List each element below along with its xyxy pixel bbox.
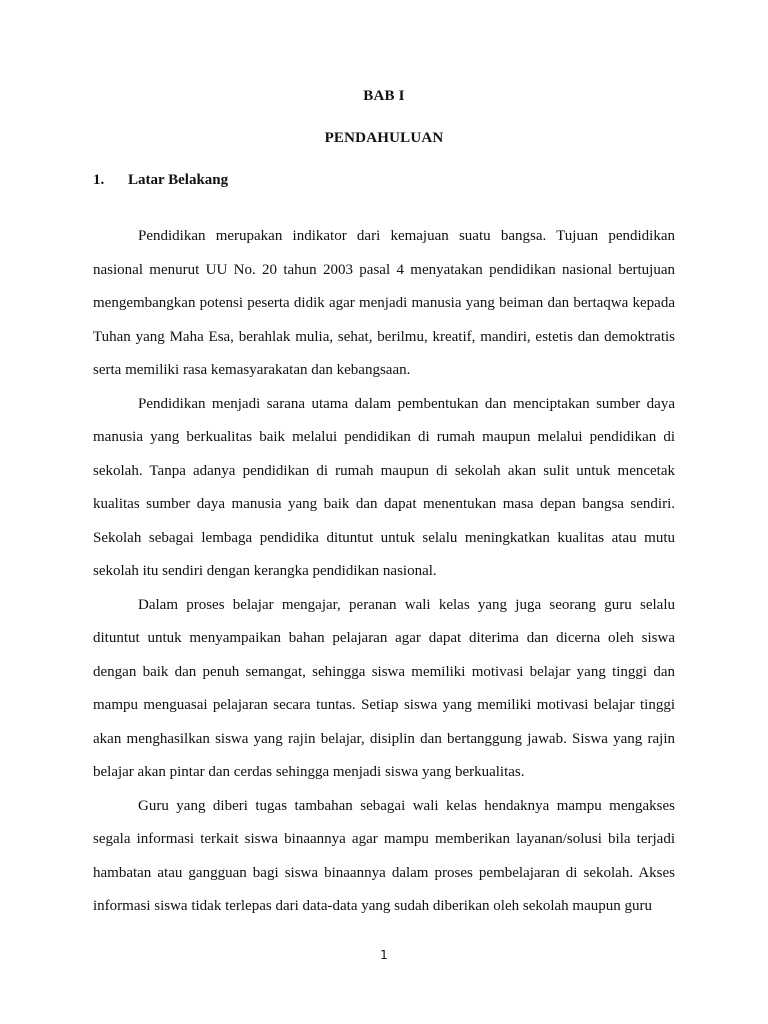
paragraph: Dalam proses belajar mengajar, peranan wali kelas yang juga seorang guru selalu dituntut untuk menyampaikan bahan pelajaran agar dapat diterima dan dicerna oleh siswa dengan baik dan penuh semangat, sehingga siswa memiliki motivasi belajar yang tinggi dan mampu menguasai pelajaran secara tuntas. Setiap siswa yang memiliki motivasi belajar tinggi akan menghasilkan siswa yang rajin belajar, disiplin dan bertanggung jawab. Siswa yang rajin belajar akan pintar dan cerdas sehingga menjadi siswa yang berkualitas. bbox=[93, 596, 675, 780]
page-number: 1 bbox=[380, 948, 388, 962]
body-text bbox=[93, 220, 675, 924]
paragraph: Guru yang diberi tugas tambahan sebagai wali kelas hendaknya mampu mengakses segala informasi terkait siswa binaannya agar mampu memberikan layanan/solusi bila terjadi hambatan atau gangguan bagi siswa binaannya dalam proses pembelajaran di sekolah. Akses informasi siswa tidak terlepas dari data-data yang sudah diberikan oleh sekolah maupun guru bbox=[93, 797, 675, 914]
section-heading bbox=[93, 172, 228, 189]
section-number: 1. bbox=[93, 172, 105, 188]
paragraph: Pendidikan menjadi sarana utama dalam pembentukan dan menciptakan sumber daya manusia yang berkualitas baik melalui pendidikan di rumah maupun melalui pendidikan di sekolah. Tanpa adanya pendidikan di rumah maupun di sekolah akan sulit untuk mencetak kualitas sumber daya manusia yang baik dan dapat menentukan masa depan bangsa sendiri. Sekolah sebagai lembaga pendidika dituntut untuk selalu meningkatkan kualitas atau mutu sekolah itu sendiri dengan kerangka pendidikan nasional. bbox=[93, 395, 675, 579]
chapter-title: PENDAHULUAN bbox=[324, 130, 444, 146]
section-title: Latar Belakang bbox=[128, 172, 229, 188]
chapter-number: BAB I bbox=[363, 88, 405, 104]
paragraph: Pendidikan merupakan indikator dari kemajuan suatu bangsa. Tujuan pendidikan nasional menurut UU No. 20 tahun 2003 pasal 4 menyatakan pendidikan nasional bertujuan mengembangkan potensi peserta didik agar menjadi manusia yang beiman dan bertaqwa kepada Tuhan yang Maha Esa, berahlak mulia, sehat, berilmu, kreatif, mandiri, estetis dan demoktratis serta memiliki rasa kemasyarakatan dan kebangsaan. bbox=[93, 228, 675, 378]
